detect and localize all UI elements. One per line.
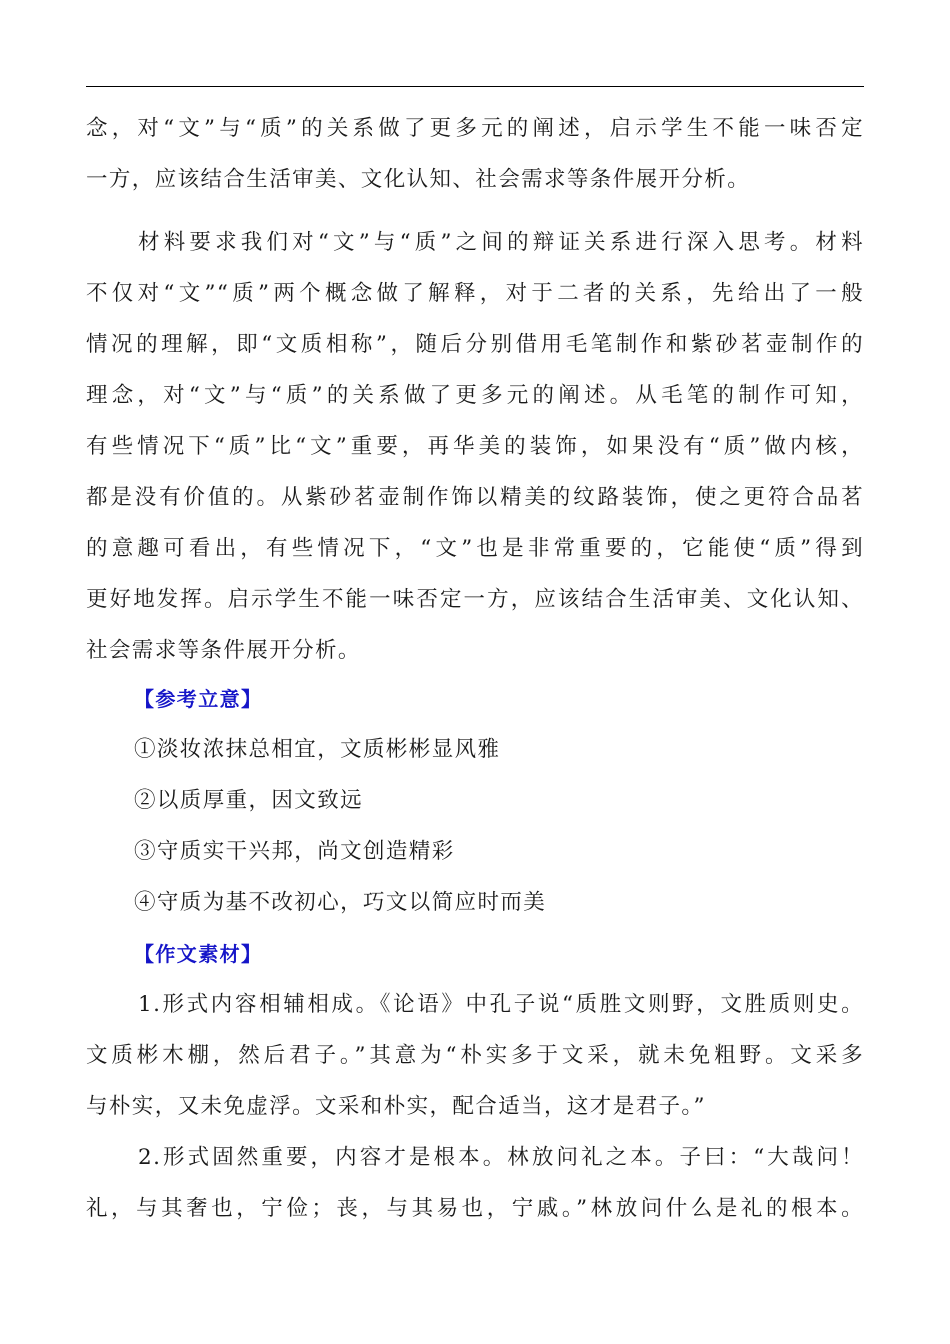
text-line: 2.形式固然重要，内容才是根本。林放问礼之本。子曰：“大哉问！	[138, 1145, 864, 1170]
text-line: 礼，与其奢也，宁俭；丧，与其易也，宁戚。”林放问什么是礼的根本。	[86, 1196, 864, 1221]
text-line: 文质彬木棚，然后君子。”其意为“朴实多于文采，就未免粗野。文采多	[86, 1043, 864, 1068]
text-line: 情况的理解，即“文质相称”，随后分别借用毛笔制作和紫砂茗壶制作的	[86, 332, 864, 357]
text-line: 材料要求我们对“文”与“质”之间的辩证关系进行深入思考。材料	[138, 230, 864, 255]
list-item: ②以质厚重，因文致远	[134, 788, 364, 813]
list-item: ③守质实干兴邦，尚文创造精彩	[134, 839, 455, 864]
text-line: 的意趣可看出，有些情况下，“文”也是非常重要的，它能使“质”得到	[86, 536, 864, 561]
text-line: 与朴实，又未免虚浮。文采和朴实，配合适当，这才是君子。”	[86, 1094, 706, 1119]
list-item: ④守质为基不改初心，巧文以简应时而美	[134, 890, 547, 915]
text-line: 都是没有价值的。从紫砂茗壶制作饰以精美的纹路装饰，使之更符合品茗	[86, 485, 864, 510]
section-heading-material: 【作文素材】	[134, 942, 263, 966]
text-line: 不仅对“文”“质”两个概念做了解释，对于二者的关系，先给出了一般	[86, 281, 864, 306]
text-line: 1.形式内容相辅相成。《论语》中孔子说“质胜文则野，文胜质则史。	[138, 992, 864, 1017]
text-line: 念，对“文”与“质”的关系做了更多元的阐述，启示学生不能一味否定	[86, 116, 864, 141]
text-line: 一方，应该结合生活审美、文化认知、社会需求等条件展开分析。	[86, 167, 751, 192]
text-line: 社会需求等条件展开分析。	[86, 638, 361, 663]
text-line: 理念，对“文”与“质”的关系做了更多元的阐述。从毛笔的制作可知，	[86, 383, 864, 408]
list-item: ①淡妆浓抹总相宜，文质彬彬显风雅	[134, 737, 501, 762]
text-line: 更好地发挥。启示学生不能一味否定一方，应该结合生活审美、文化认知、	[86, 587, 864, 612]
section-heading-reference: 【参考立意】	[134, 687, 263, 711]
header-rule	[86, 86, 864, 87]
text-line: 有些情况下“质”比“文”重要，再华美的装饰，如果没有“质”做内核，	[86, 434, 864, 459]
